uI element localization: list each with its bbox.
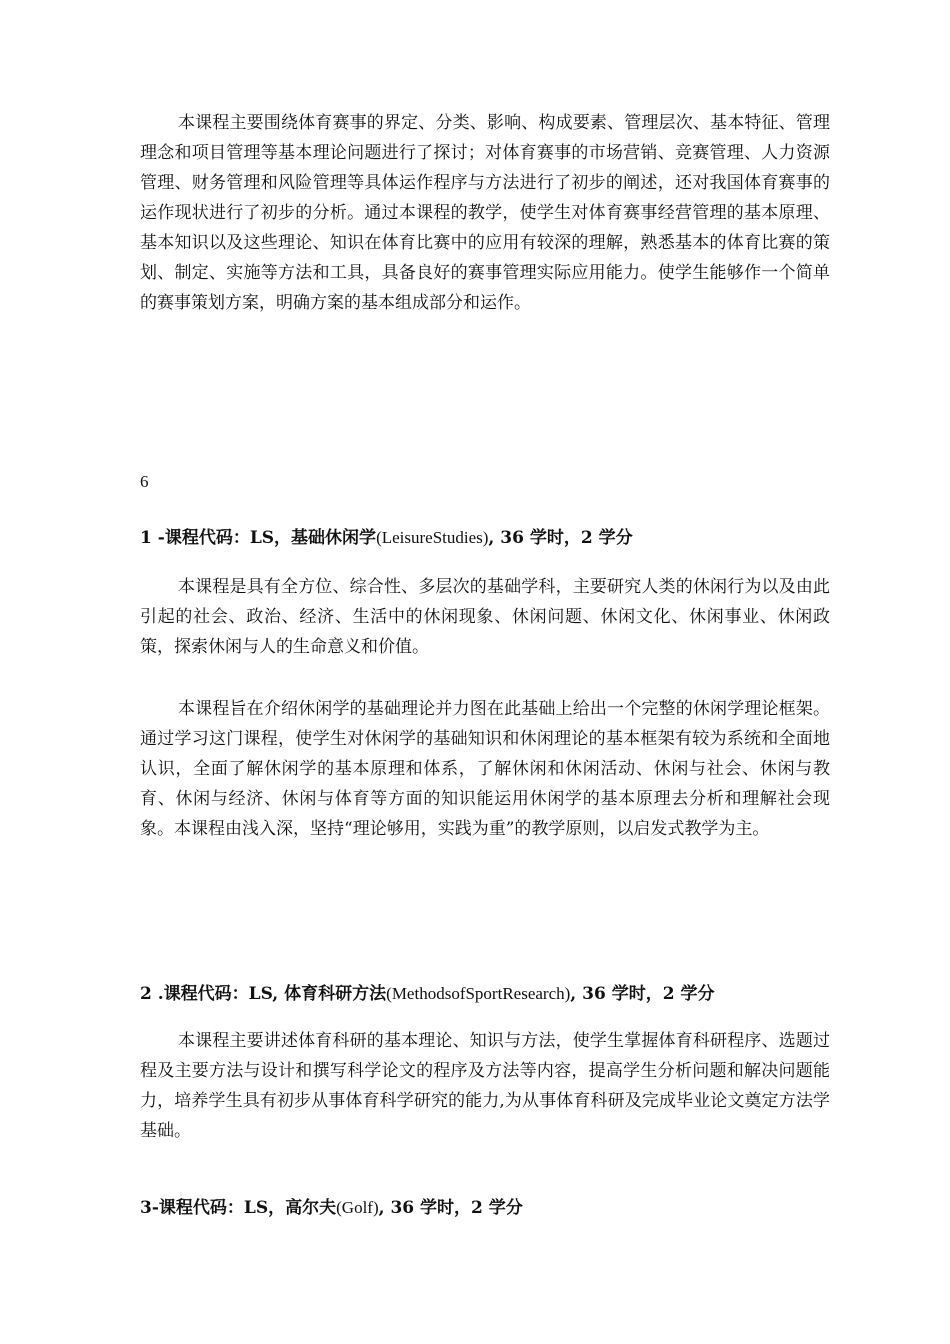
course-1-english-title: (LeisureStudies) — [376, 528, 489, 547]
course-3-title: 课程代码：LS，高尔夫 — [158, 1198, 337, 1218]
course-2-english-title: (MethodsofSportResearch) — [386, 984, 571, 1003]
course-1-number: 1 — [140, 528, 152, 548]
course-3-hours-credits: , 36 学时，2 学分 — [378, 1198, 523, 1218]
course-2-number: 2 — [140, 984, 152, 1004]
course-2-hours-credits: , 36 学时，2 学分 — [570, 984, 715, 1004]
course-3-heading — [140, 1194, 830, 1222]
course-2-separator: . — [151, 984, 164, 1004]
course-1-hours-credits: , 36 学时，2 学分 — [488, 528, 633, 548]
course-1-heading — [140, 524, 830, 552]
course-2-paragraph-1: 本课程主要讲述体育科研的基本理论、知识与方法，使学生掌握体育科研程序、选题过程及主要方法与设计和撰写科学论文的程序及方法等内容，提高学生分析问题和解决问题能力，培养学生具有初步从事体育科学研究的能力,为从事体育科研及完成毕业论文奠定方法学基础。 — [140, 1031, 830, 1141]
course-3-english-title: (Golf) — [336, 1198, 379, 1217]
intro-paragraph: 本课程主要围绕体育赛事的界定、分类、影响、构成要素、管理层次、基本特征、管理理念和项目管理等基本理论问题进行了探讨；对体育赛事的市场营销、竞赛管理、人力资源管理、财务管理和风险管理等具体运作程序与方法进行了初步的阐述，还对我国体育赛事的运作现状进行了初步的分析。通过本课程的教学，使学生对体育赛事经营管理的基本原理、基本知识以及这些理论、知识在体育比赛中的应用有较深的理解，熟悉基本的体育比赛的策划、制定、实施等方法和工具，具备良好的赛事管理实际应用能力。使学生能够作一个简单的赛事策划方案，明确方案的基本组成部分和运作。 — [140, 113, 830, 313]
course-2-title: 课程代码：LS, 体育科研方法 — [163, 984, 387, 1004]
course-1-separator: - — [151, 528, 165, 548]
course-1-title: 课程代码：LS，基础休闲学 — [164, 528, 377, 548]
course-2-heading — [140, 980, 830, 1008]
course-3-separator: - — [151, 1198, 159, 1218]
course-1-paragraph-2: 本课程旨在介绍休闲学的基础理论并力图在此基础上给出一个完整的休闲学理论框架。通过学习这门课程，使学生对休闲学的基础知识和休闲理论的基本框架有较为系统和全面地认识，全面了解休闲学的基本原理和体系，了解休闲和休闲活动、休闲与社会、休闲与教育、休闲与经济、休闲与体育等方面的知识能运用休闲学的基本原理去分析和理解社会现象。本课程由浅入深，坚持“理论够用，实践为重”的教学原则，以启发式教学为主。 — [140, 699, 830, 839]
course-3-number: 3 — [140, 1198, 152, 1218]
page-number: 6 — [140, 472, 149, 491]
course-1-paragraph-1: 本课程是具有全方位、综合性、多层次的基础学科，主要研究人类的休闲行为以及由此引起的社会、政治、经济、生活中的休闲现象、休闲问题、休闲文化、休闲事业、休闲政策，探索休闲与人的生命意义和价值。 — [140, 577, 830, 657]
